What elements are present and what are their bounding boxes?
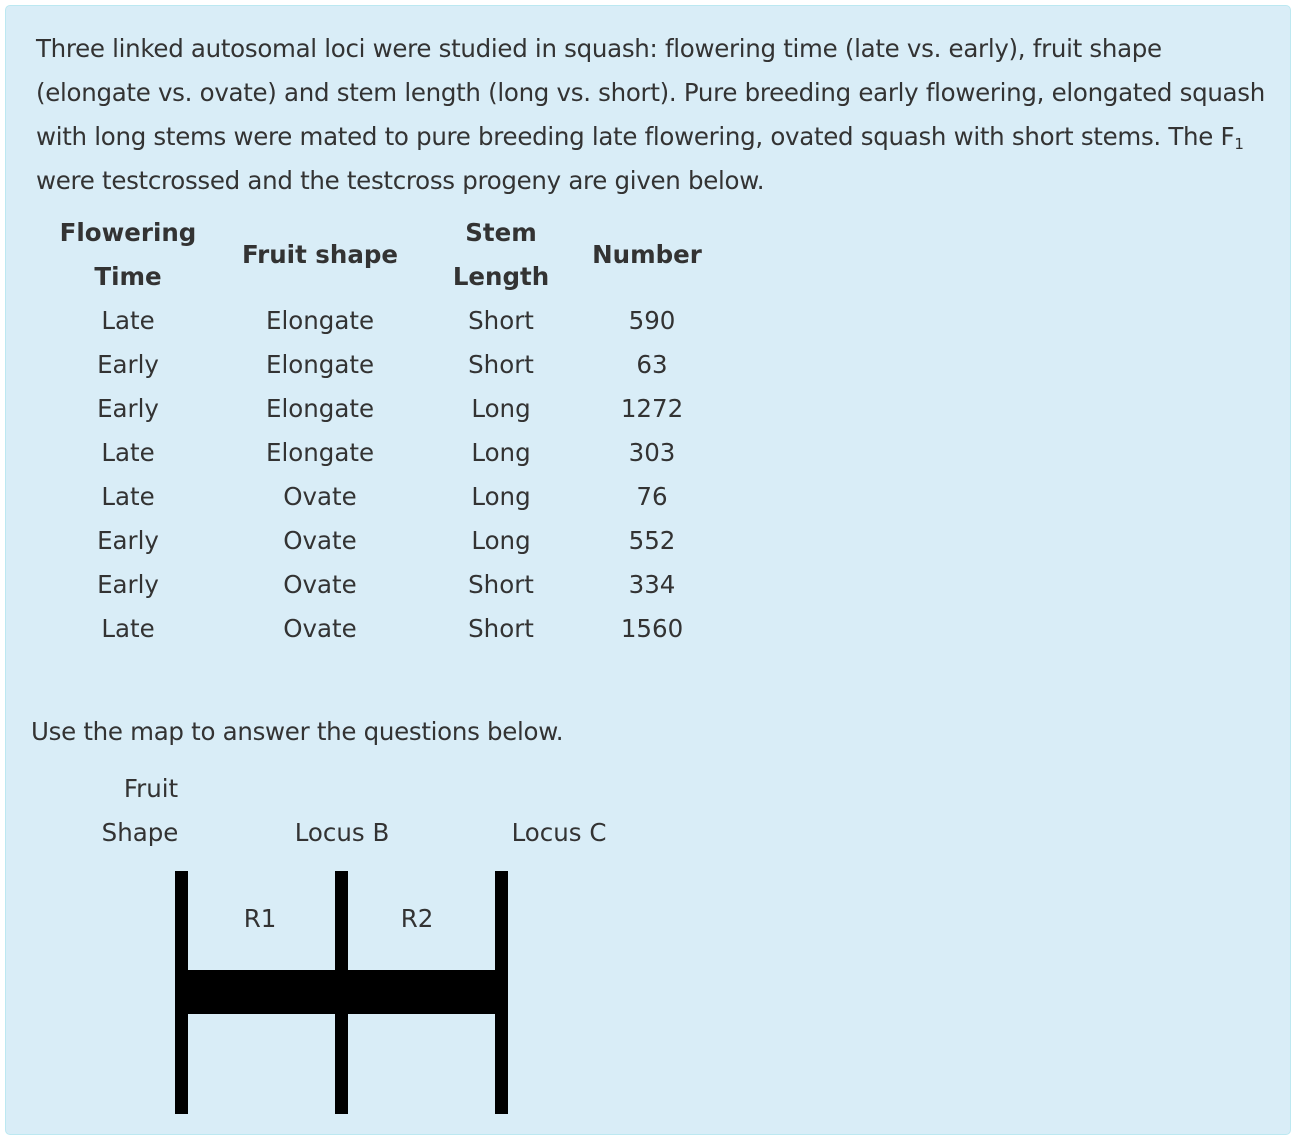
map-label-r1: R1 (243, 904, 277, 933)
table-row (31, 607, 731, 651)
cell-number: 590 (628, 306, 676, 335)
cell-flowering: Late (101, 482, 155, 511)
cell-flowering: Late (101, 614, 155, 643)
question-panel (5, 5, 1291, 1135)
cell-flowering: Early (97, 350, 159, 379)
cell-fruit: Elongate (265, 394, 375, 423)
cell-fruit: Elongate (265, 438, 375, 467)
map-label-locus-c: Locus C (511, 818, 607, 847)
table-row (31, 343, 731, 387)
cell-stem: Short (468, 614, 534, 643)
cell-number: 303 (628, 438, 676, 467)
header-flowering-line1: Flowering (59, 218, 197, 247)
table-row (31, 519, 731, 563)
intro-text-1: Three linked autosomal loci were studied in squash: flowering time (late vs. early), fruit shape (elongate vs. ovate) and stem length (long vs. short). Pure breeding early flowering, elongated squash with long stems were mated to pure breeding late flowering, ovated squash with short stems. The F (36, 34, 1265, 151)
cell-stem: Short (468, 570, 534, 599)
cell-flowering: Early (97, 394, 159, 423)
header-stem-line1: Stem (465, 218, 537, 247)
cell-stem: Long (471, 438, 531, 467)
cell-number: 1272 (620, 394, 684, 423)
intro-subscript: 1 (1234, 135, 1244, 153)
table-row (31, 563, 731, 607)
cell-number: 334 (628, 570, 676, 599)
cell-fruit: Elongate (265, 350, 375, 379)
fruit-shape-line1: Fruit (123, 774, 179, 803)
cell-stem: Long (471, 526, 531, 555)
chromosome-bar (175, 970, 508, 1014)
cell-fruit: Ovate (283, 570, 357, 599)
cell-fruit: Ovate (283, 614, 357, 643)
map-label-r2: R2 (400, 904, 434, 933)
cell-stem: Long (471, 394, 531, 423)
cell-fruit: Ovate (283, 526, 357, 555)
header-fruit-shape: Fruit shape (241, 240, 399, 269)
cell-number: 76 (636, 482, 668, 511)
map-label-fruit-shape (102, 767, 179, 855)
header-flowering-line2: Time (94, 262, 162, 291)
use-map-instruction: Use the map to answer the questions below. (31, 717, 564, 746)
cell-number: 552 (628, 526, 676, 555)
header-stem-length (453, 211, 549, 299)
table-row (31, 387, 731, 431)
cell-fruit: Elongate (265, 306, 375, 335)
fruit-shape-line2: Shape (101, 818, 179, 847)
cell-flowering: Late (101, 438, 155, 467)
table-row (31, 475, 731, 519)
cell-flowering: Early (97, 570, 159, 599)
cell-number: 1560 (620, 614, 684, 643)
cell-stem: Short (468, 350, 534, 379)
cell-stem: Long (471, 482, 531, 511)
cell-number: 63 (636, 350, 668, 379)
cell-flowering: Late (101, 306, 155, 335)
map-label-locus-b: Locus B (294, 818, 390, 847)
table-row (31, 431, 731, 475)
header-flowering-time (60, 211, 197, 299)
intro-text-2: were testcrossed and the testcross progeny are given below. (36, 166, 765, 195)
cell-flowering: Early (97, 526, 159, 555)
cell-stem: Short (468, 306, 534, 335)
cell-fruit: Ovate (283, 482, 357, 511)
intro-paragraph (36, 27, 1276, 203)
header-number: Number (592, 240, 702, 269)
header-stem-line2: Length (452, 262, 550, 291)
table-row (31, 299, 731, 343)
